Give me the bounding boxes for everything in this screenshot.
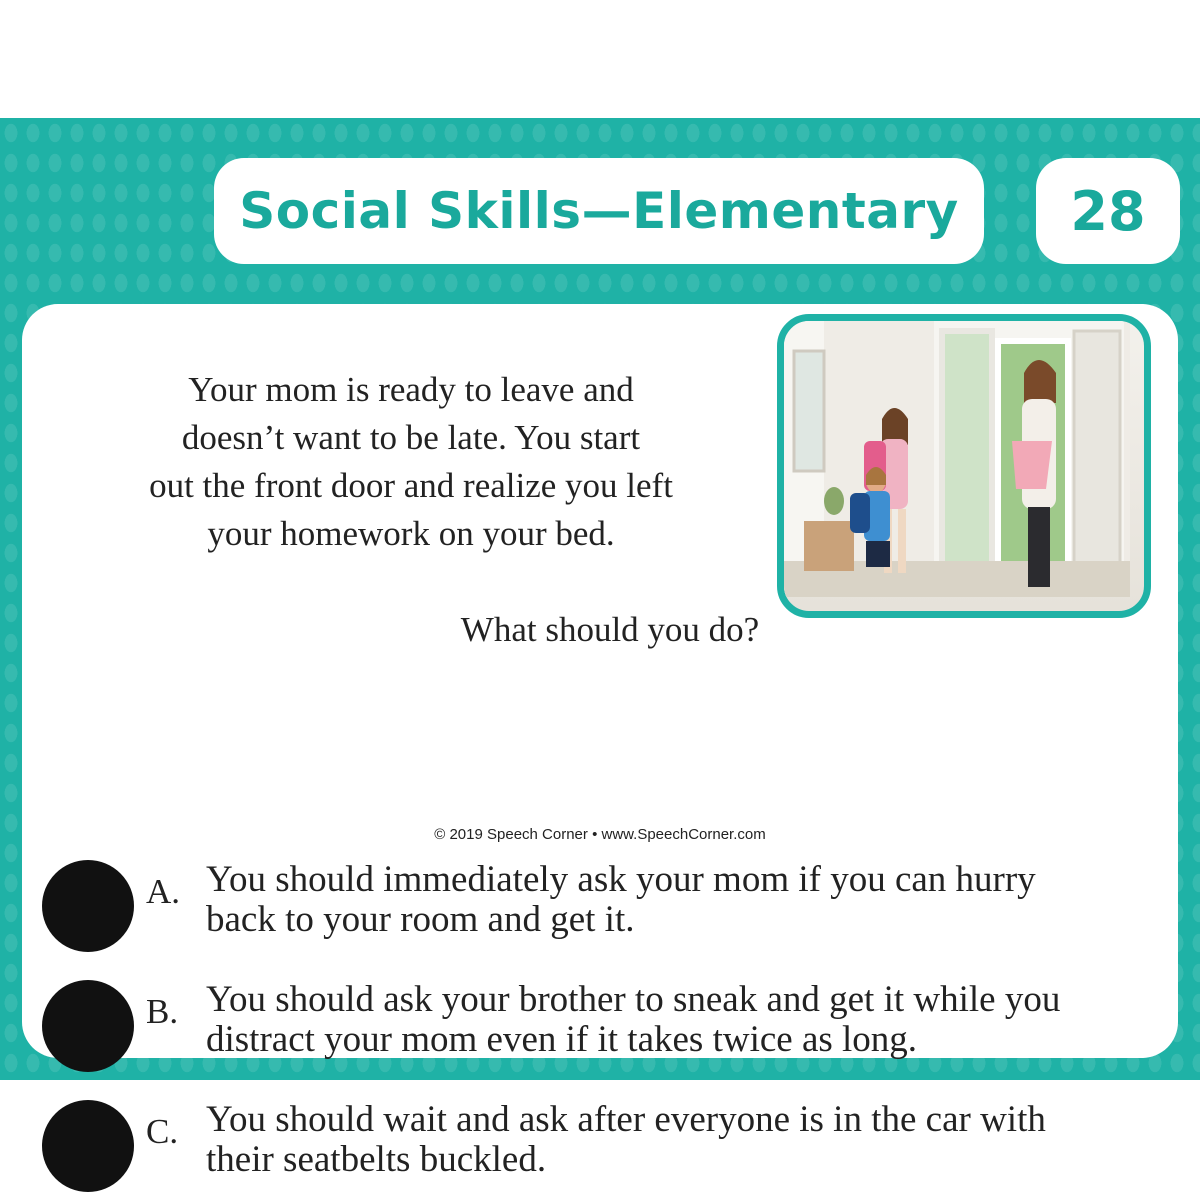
question-text: What should you do?	[460, 610, 760, 649]
option-line: You should wait and ask after everyone is in the car with	[206, 1099, 1046, 1140]
title-banner	[214, 158, 984, 264]
answer-option-c[interactable]	[42, 1100, 1182, 1194]
answer-bubble-c[interactable]	[42, 1100, 134, 1192]
scenario-line: your homework on your bed.	[207, 514, 615, 553]
scenario-photo	[777, 314, 1151, 618]
scenario-line: doesn’t want to be late. You start	[181, 418, 641, 457]
answer-bubble-a[interactable]	[42, 860, 134, 952]
scenario-line: Your mom is ready to leave and	[188, 370, 634, 409]
card-number: 28	[1070, 179, 1146, 243]
option-line: You should ask your brother to sneak and get it while you	[206, 979, 1061, 1020]
option-letter: C.	[146, 1112, 179, 1151]
option-line: back to your room and get it.	[206, 899, 635, 940]
answer-bubble-b[interactable]	[42, 980, 134, 1072]
scenario-line: out the front door and realize you left	[149, 466, 673, 505]
option-text	[206, 980, 1166, 1060]
option-text	[206, 1100, 1166, 1180]
content-panel	[22, 304, 1178, 1180]
option-line: distract your mom even if it takes twice as long.	[206, 1019, 918, 1060]
answer-option-b[interactable]	[42, 980, 1182, 1074]
scenario-text	[96, 366, 726, 558]
option-line: their seatbelts buckled.	[206, 1139, 547, 1180]
answer-option-a[interactable]	[42, 860, 1182, 954]
card-number-badge	[1036, 158, 1180, 264]
card-title: Social Skills—Elementary	[239, 182, 959, 240]
task-card	[0, 118, 1200, 1180]
copyright-footer: © 2019 Speech Corner • www.SpeechCorner.com	[434, 826, 766, 843]
option-letter: B.	[146, 992, 179, 1031]
option-line: You should immediately ask your mom if you can hurry	[206, 859, 1036, 900]
option-text	[206, 860, 1166, 940]
option-letter: A.	[146, 872, 181, 911]
